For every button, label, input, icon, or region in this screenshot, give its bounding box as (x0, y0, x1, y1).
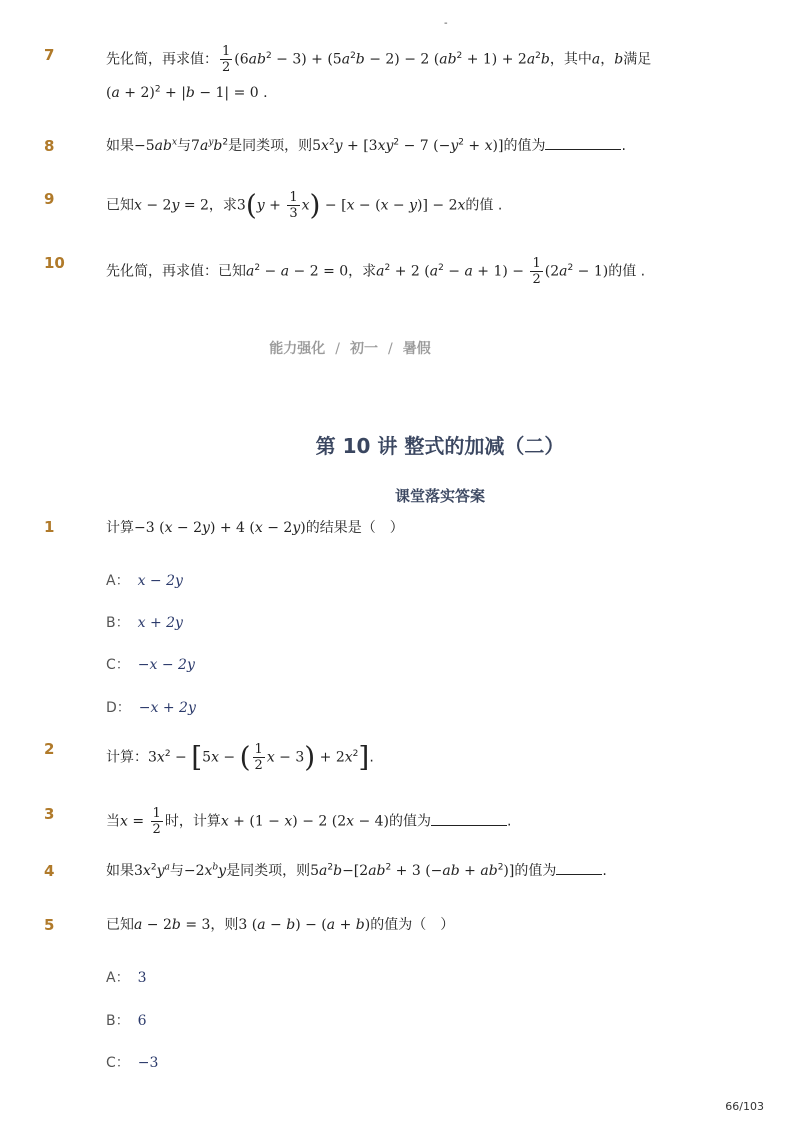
fraction: $\frac{1}{2}$ (152, 806, 161, 837)
question-3-line: 当x = $\frac{1}{2}$ 时，计算x + (1 − x) − 2 (2x − 4)的值为 . (106, 806, 512, 837)
answer-blank[interactable] (431, 811, 507, 826)
header-mark: - (444, 18, 448, 29)
fraction: $\frac{1}{2}$ (254, 742, 263, 773)
breadcrumb-item[interactable]: 暑假 (402, 341, 431, 357)
breadcrumb-item[interactable]: 初一 (350, 341, 378, 357)
lecture-title: 第 10 讲 整式的加减（二） (315, 434, 565, 458)
fraction: $\frac{1}{3}$ (289, 190, 298, 221)
option-b[interactable]: B： x + 2y (106, 615, 183, 631)
option-d[interactable]: D： −x + 2y (106, 700, 196, 716)
question-number: 4 (44, 862, 55, 880)
question-8-line: 如果$-5ab^x$与$7a^yb^2$是同类项，则$5x^2y + [3xy^2 - 7$ $(-y^2 + x)$]的值为 . (106, 135, 626, 157)
fraction: $\frac{1}{2}$ (222, 44, 231, 75)
question-number: 9 (44, 190, 55, 208)
answer-blank[interactable] (545, 135, 621, 150)
question-1-line: 计算−3 (x − 2y) + 4 (x − 2y)的结果是（ ） (106, 520, 404, 536)
question-9-line: 已知x − 2y = 2，求3(y + $\frac{1}{3}$ x) − [x − (x − y)] − 2x的值 . (106, 188, 503, 222)
answer-blank[interactable] (556, 860, 602, 875)
option-a[interactable]: A： x − 2y (106, 573, 183, 589)
option-c[interactable]: C： −x − 2y (106, 657, 195, 673)
breadcrumb-item[interactable]: 能力强化 (269, 341, 326, 357)
breadcrumb: 能力强化 / 初一 / 暑假 (269, 341, 431, 357)
question-number: 1 (44, 518, 55, 536)
question-number: 5 (44, 916, 55, 934)
question-2-line: 计算：$3x^2 - [5x$ − ( $\frac{1}{2}$ $x - 3) + 2x^2$]. (106, 740, 374, 774)
question-number: 8 (44, 137, 55, 155)
question-number: 7 (44, 46, 55, 64)
page-number: 66/103 (725, 1100, 764, 1113)
question-5-line: 已知a − 2b = 3，则3 (a − b) − (a + b)的值为（ ） (106, 917, 455, 933)
question-7-line-1: 先化简，再求值： $\frac{1}{2}$ $(6ab^2 - 3) + (5a^2b - 2) - 2$ $(ab^2 + 1) + 2a^2b$，其中a，b满足 (106, 44, 652, 75)
question-number: 2 (44, 740, 55, 758)
option-c[interactable]: C： −3 (106, 1055, 159, 1071)
option-a[interactable]: A： 3 (106, 970, 147, 986)
section-title: 课堂落实答案 (394, 487, 485, 505)
question-10-line: 先化简，再求值：已知$a^2 - a - 2 = 0$，求$a^2 + 2$ $(a^2 - a + 1)$ − $\frac{1}{2}$ $(2a^2 - 1)$的值 . (106, 256, 646, 287)
question-7-text: 先化简，再求值： (106, 51, 218, 68)
option-b[interactable]: B： 6 (106, 1013, 147, 1029)
question-number: 3 (44, 805, 55, 823)
fraction: $\frac{1}{2}$ (532, 256, 541, 287)
question-number: 10 (44, 254, 65, 272)
question-4-line: 如果$3x^2y^a$与$-2x^by$是同类项，则$5a^2b-[2ab^2 + 3$ $(-ab + ab^2)$]的值为 . (106, 860, 607, 882)
question-7-line-2: $(a + 2)^2 + |b - 1| = 0$ . (106, 84, 268, 101)
